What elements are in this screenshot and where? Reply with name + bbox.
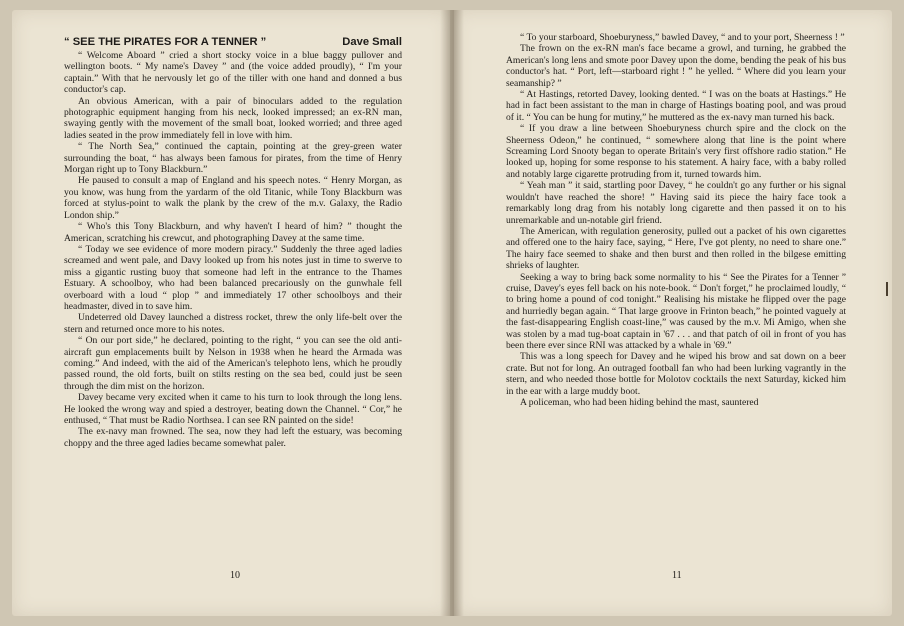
page-number-left: 10 (230, 570, 240, 581)
paragraph: The frown on the ex-RN man's face became a growl, and turning, he grabbed the American's long lens and smote poor Davey upon the dome, bending the peak of his bus conductor's hat. “ Port, left—starboard right ! ” he yelled. “ Where did you learn your seamanship? ” (506, 43, 846, 89)
paragraph: An obvious American, with a pair of binoculars added to the regulation photographic equipment hanging from his neck, looked impressed; an ex-RN man, swaying gently with the movement of the small boat, looked worried; and three aged ladies seated in the prow immediately fell in love with him. (64, 95, 402, 141)
right-column (506, 32, 846, 408)
paragraph: “ Yeah man ” it said, startling poor Davey, “ he couldn't go any further or his signal wouldn't have reached the shore! ” Having said its piece the hairy face took a remarkably long drag from his notably long cigarette and then passed it on to his unremarkable and un-notable girl friend. (506, 180, 846, 226)
paragraph: Undeterred old Davey launched a distress rocket, threw the only life-belt over the stern and returned once more to his notes. (64, 312, 402, 335)
paragraph: This was a long speech for Davey and he wiped his brow and sat down on a beer crate. But not for long. An outraged football fan who had been lurking vagrantly in the stern, and who needed those bottle for Molotov cocktails the next Saturday, kicked him in the ear with a large muddy boot. (506, 351, 846, 397)
article-title: “ SEE THE PIRATES FOR A TENNER ” (64, 36, 267, 48)
paragraph: “ To your starboard, Shoeburyness,” bawled Davey, “ and to your port, Sheerness ! ” (520, 32, 845, 43)
paragraph: “ On our port side,” he declared, pointing to the right, “ you can see the old anti-aircraft gun emplacements built by Nelson in 1938 when he heard the Armada was coming.” And indeed, with the aid of the American's telephoto lens, which he proudly passed round, the old forts, built on stilts resting on the sea bed, could just be seen through the dim mist on the horizon. (64, 335, 402, 392)
paragraph: “ The North Sea,” continued the captain, pointing at the grey-green water surrounding the boat, “ has always been famous for pirates, from the time of Henry Morgan right up to Tony Blackburn.” (64, 141, 402, 176)
paragraph: “ Today we see evidence of more modern piracy.” Suddenly the three aged ladies screamed and went pale, and Davy looked up from his notes just in time to swerve to miss a gigantic rusting buoy that someone had left in the entrance to the Thames Estuary. A schoolboy, who had been balanced precariously on the gunwhale fell overboard with a loud “ plop ” and immediately 17 other schoolboys and their headmaster, dived in to save him. (64, 243, 402, 312)
paragraph: “ At Hastings, retorted Davey, looking dented. “ I was on the boats at Hastings.” He had in fact been assistant to the man in charge of Hastings boating pool, and was proud of it. “ You can be hung for mutiny,” he muttered as the ex-navy man turned his back. (506, 89, 846, 123)
paragraph: The ex-navy man frowned. The sea, now they had left the estuary, was becoming choppy and the three aged ladies became somewhat paler. (64, 426, 402, 449)
left-column (64, 36, 402, 449)
margin-mark (886, 282, 888, 296)
paragraph: “ Who's this Tony Blackburn, and why haven't I heard of him? ” thought the American, scratching his crewcut, and photographing Davey at the same time. (64, 221, 402, 244)
paragraph: “ If you draw a line between Shoeburyness church spire and the clock on the Sheerness Odeon,” he continued, “ somewhere along that line is the point where Screaming Lord Snooty began to operate Britain's very first offshore radio station.” He looked up, hoping for some response to his statement. A hairy face, with a baby rolled and notably large cigarette protruding from it, turned towards him. (506, 123, 846, 180)
paragraph: The American, with regulation generosity, pulled out a packet of his own cigarettes and offered one to the hairy face, saying, “ Here, I've got plenty, no need to share one.” The hairy face seemed to shake and then burst and then rolled in the bilgese emitting shrieks of laughter. (506, 225, 846, 272)
paragraph: “ Welcome Aboard ” cried a short stocky voice in a blue baggy pullover and wellington boots. “ My name's Davey ” and (the voice added proudly), “ I'm your captain.” With that he nervously let go of the tiller with one hand and donned a bus conductor's cap. (64, 50, 402, 96)
article-heading (64, 36, 402, 49)
paragraph: Davey became very excited when it came to his turn to look through the long lens. He looked the wrong way and spied a destroyer, beating down the Channel. “ Cor,” he enthused, “ That must be Radio Northsea. I can see RN painted on the side! (64, 392, 402, 426)
paragraph: Seeking a way to bring back some normality to his “ See the Pirates for a Tenner ” cruise, Davey's eyes fell back on his note-book. “ Don't forget,” he proclaimed loudly, “ to bring home a pound of cod tonight.” Realising his mistake he flipped over the page and hurriedly began again. “ That large groove in Frinton beach,” he pointed vaguely at the fast-disappearing English coast-line,” was caused by the m.v. Mi Amigo, when she was stolen by a mad tug-boat captain in '67 . . . and that patch of oil in front of you has been there ever since RNI was attacked by a whale in '69.” (506, 271, 846, 351)
book-gutter (440, 10, 464, 616)
paragraph: A policeman, who had been hiding behind the mast, sauntered (520, 397, 759, 408)
page-number-right: 11 (672, 570, 682, 581)
paragraph: He paused to consult a map of England and his speech notes. “ Henry Morgan, as you know, was hung from the yardarm of the old Titanic, while Tony Blackburn was forced at stylus-point to walk the plank by the crew of the m.v. Galaxy, the Radio London ship.” (64, 175, 402, 221)
article-author: Dave Small (342, 36, 402, 48)
